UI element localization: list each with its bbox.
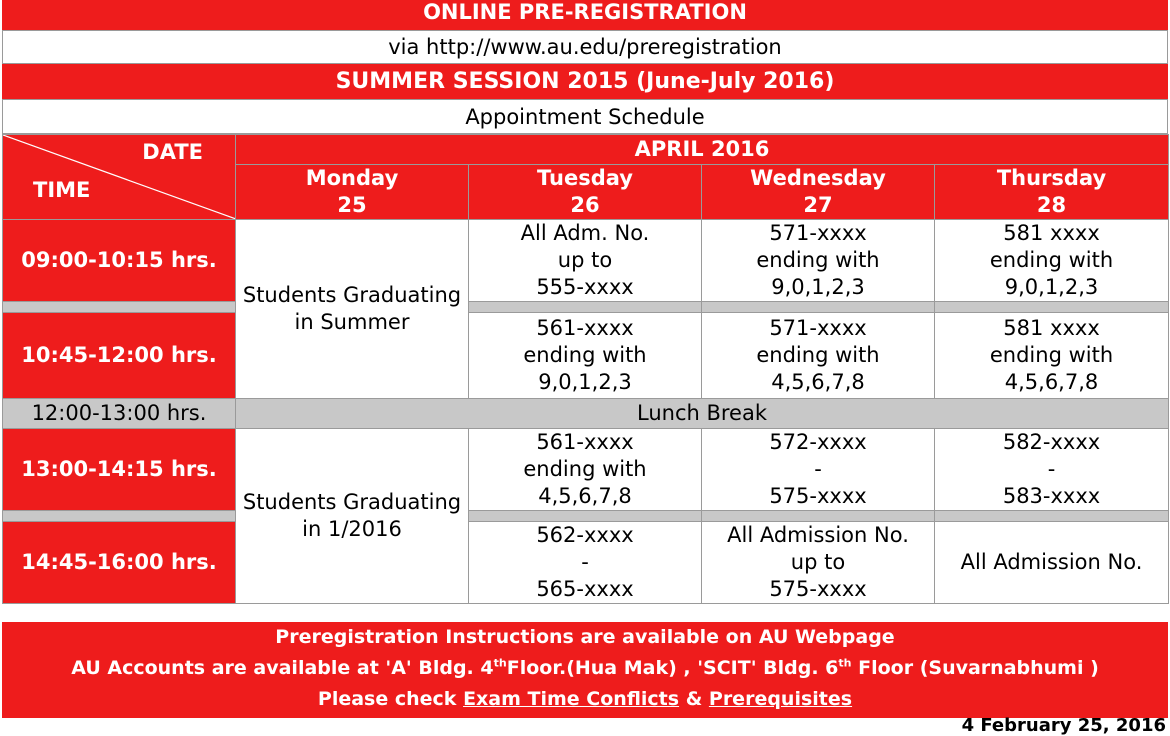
lunch-break: Lunch Break	[236, 399, 1169, 429]
check-line	[2, 684, 1168, 715]
cell-line: ending with	[523, 343, 647, 367]
cell-line: ending with	[756, 343, 880, 367]
separator	[935, 511, 1169, 522]
preregistration-url: via http://www.au.edu/preregistration	[388, 35, 782, 59]
table-row	[3, 313, 1169, 399]
instructions-line	[2, 622, 1168, 653]
cell-thu-slot4	[935, 522, 1169, 604]
exam-time-conflicts-link[interactable]: Exam Time Conflicts	[463, 688, 680, 710]
separator	[3, 511, 236, 522]
cell-line: up to	[790, 550, 846, 574]
footer-banner	[2, 622, 1168, 718]
time-slot-3: 13:00-14:15 hrs.	[3, 429, 236, 511]
separator	[3, 302, 236, 313]
accounts-line	[2, 653, 1168, 684]
cell-line: 583-xxxx	[1002, 484, 1101, 508]
cell-tue-slot4	[469, 522, 702, 604]
cell-line: 9,0,1,2,3	[1004, 275, 1099, 299]
schedule-label-row	[2, 99, 1168, 134]
cell-line: 571-xxxx	[769, 316, 867, 340]
date-time-corner	[3, 135, 236, 220]
lunch-time: 12:00-13:00 hrs.	[3, 399, 236, 429]
ampersand: &	[679, 688, 709, 710]
cell-wed-slot4	[702, 522, 935, 604]
cell-thu-slot3	[935, 429, 1169, 511]
day-header-tuesday	[469, 165, 702, 220]
separator-row	[3, 511, 1169, 522]
date-label: DATE	[142, 140, 203, 164]
cell-wed-slot1	[702, 220, 935, 302]
month-header: APRIL 2016	[236, 135, 1169, 165]
ordinal-suffix: th	[838, 656, 852, 670]
cell-thu-slot1	[935, 220, 1169, 302]
day-header-monday	[236, 165, 469, 220]
time-slot-2: 10:45-12:00 hrs.	[3, 313, 236, 399]
session-banner	[2, 64, 1168, 99]
cell-line: 565-xxxx	[536, 577, 634, 601]
cell-tue-slot1	[469, 220, 702, 302]
table-row	[3, 522, 1169, 604]
cell-tue-slot2	[469, 313, 702, 399]
separator	[702, 511, 935, 522]
page-title: ONLINE PRE-REGISTRATION	[423, 0, 747, 24]
monday-block-1-2016	[236, 429, 469, 604]
url-line	[2, 30, 1168, 64]
cell-line: ending with	[756, 248, 880, 272]
day-number: 28	[1036, 193, 1067, 217]
session-title: SUMMER SESSION 2015 (June-July 2016)	[335, 69, 835, 94]
table-row	[3, 220, 1169, 302]
day-number: 25	[337, 193, 367, 217]
block-text: in Summer	[294, 310, 410, 334]
cell-line: ending with	[523, 457, 647, 481]
issue-date: 4 February 25, 2016	[961, 715, 1166, 736]
month-header-row	[3, 135, 1169, 165]
day-name: Tuesday	[537, 166, 633, 190]
cell-line: 562-xxxx	[536, 523, 634, 547]
time-label: TIME	[33, 178, 91, 202]
check-prefix: Please check	[317, 688, 464, 710]
day-name: Thursday	[996, 166, 1107, 190]
monday-block-summer	[236, 220, 469, 399]
accounts-text-b: Floor.(Hua Mak) , 'SCIT' Bldg. 6	[506, 657, 839, 679]
cell-line: 9,0,1,2,3	[538, 370, 632, 394]
cell-line: 561-xxxx	[536, 316, 634, 340]
block-text: Students Graduating	[242, 490, 462, 514]
cell-line: 575-xxxx	[769, 484, 867, 508]
separator-row	[3, 302, 1169, 313]
day-name: Monday	[305, 166, 399, 190]
cell-line: 4,5,6,7,8	[771, 370, 865, 394]
cell-line: -	[814, 457, 822, 481]
day-header-wednesday	[702, 165, 935, 220]
cell-line: 581 xxxx	[1003, 221, 1100, 245]
accounts-text-c: Floor (Suvarnabhumi )	[851, 657, 1099, 679]
title-banner	[2, 0, 1168, 30]
cell-line: 9,0,1,2,3	[771, 275, 865, 299]
cell-line: 561-xxxx	[536, 430, 634, 454]
separator	[935, 302, 1169, 313]
day-name: Wednesday	[750, 166, 886, 190]
cell-line: 571-xxxx	[769, 221, 867, 245]
day-header-thursday	[935, 165, 1169, 220]
schedule-label: Appointment Schedule	[465, 104, 705, 129]
time-slot-4: 14:45-16:00 hrs.	[3, 522, 236, 604]
cell-tue-slot3	[469, 429, 702, 511]
cell-line: All Admission No.	[727, 523, 909, 547]
cell-line: 4,5,6,7,8	[538, 484, 632, 508]
cell-line: 555-xxxx	[536, 275, 634, 299]
cell-thu-slot2	[935, 313, 1169, 399]
time-slot-1: 09:00-10:15 hrs.	[3, 220, 236, 302]
separator	[469, 302, 702, 313]
cell-line: -	[581, 550, 589, 574]
cell-line: 572-xxxx	[769, 430, 867, 454]
cell-line: ending with	[989, 343, 1114, 367]
cell-line: 581 xxxx	[1003, 316, 1100, 340]
cell-line: 582-xxxx	[1002, 430, 1101, 454]
instructions-text: Preregistration Instructions are available on AU Webpage	[275, 626, 895, 648]
cell-line: All Admission No.	[960, 550, 1143, 574]
appointment-schedule-table	[2, 134, 1169, 604]
cell-line: 4,5,6,7,8	[1004, 370, 1099, 394]
lunch-row	[3, 399, 1169, 429]
separator	[702, 302, 935, 313]
day-number: 27	[803, 193, 833, 217]
cell-line: -	[1047, 457, 1056, 481]
cell-wed-slot2	[702, 313, 935, 399]
table-row	[3, 429, 1169, 511]
day-number: 26	[570, 193, 600, 217]
block-text: Students Graduating	[242, 283, 462, 307]
cell-line: 575-xxxx	[769, 577, 867, 601]
cell-line: ending with	[989, 248, 1114, 272]
accounts-text-a: AU Accounts are available at 'A' Bldg. 4	[71, 657, 494, 679]
cell-line: up to	[557, 248, 613, 272]
ordinal-suffix: th	[493, 656, 507, 670]
prerequisites-link[interactable]: Prerequisites	[708, 688, 853, 710]
block-text: in 1/2016	[302, 517, 402, 541]
cell-wed-slot3	[702, 429, 935, 511]
cell-line: All Adm. No.	[520, 221, 650, 245]
separator	[469, 511, 702, 522]
